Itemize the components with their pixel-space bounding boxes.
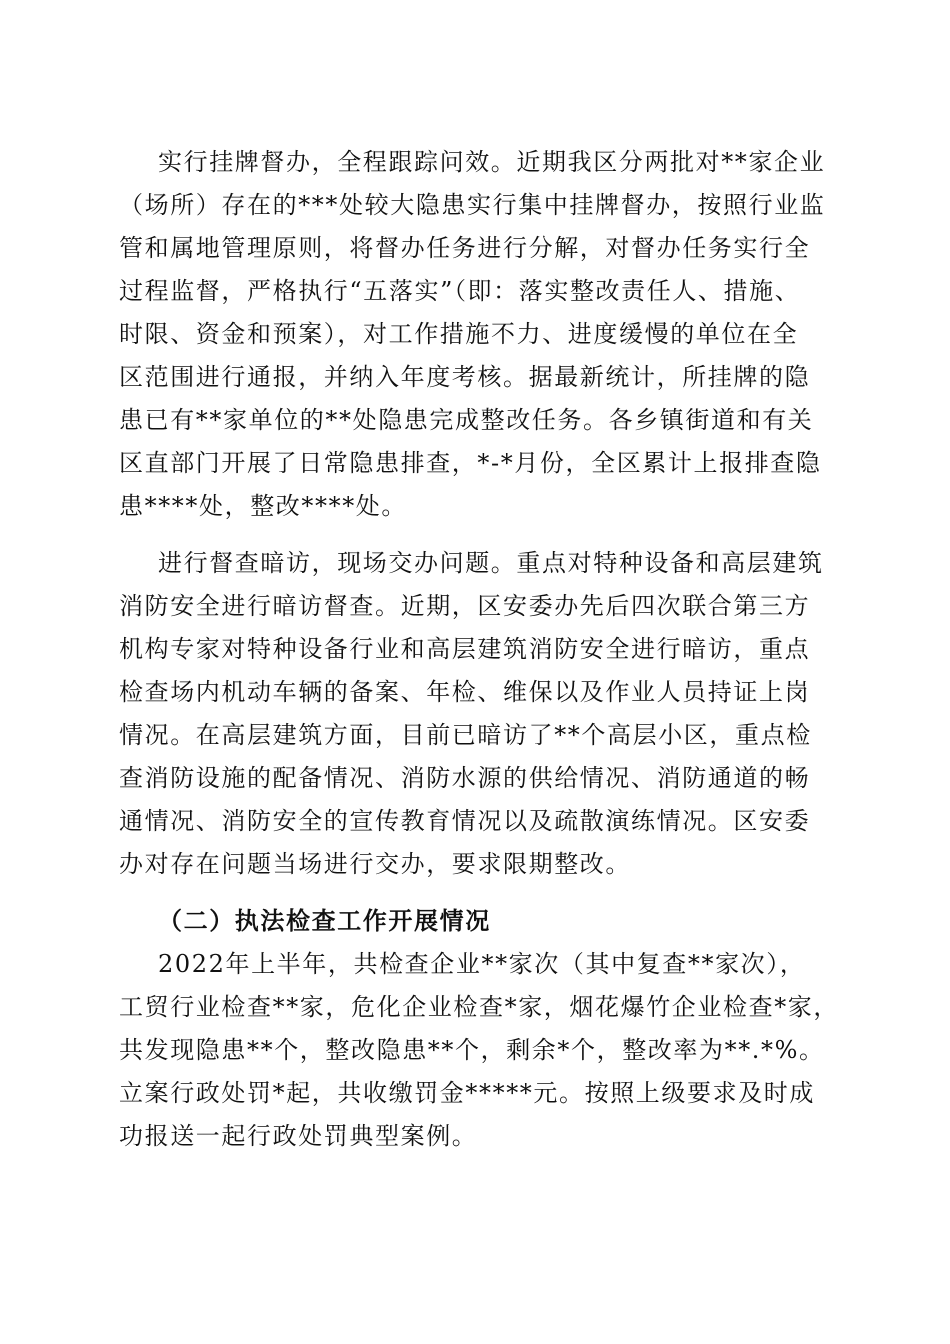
paragraph-1-line-2: （场所）存在的***处较大隐患实行集中挂牌督办，按照行业监 [119, 191, 826, 219]
paragraph-3-line-1: 2022年上半年，共检查企业**家次（其中复查**家次）， [158, 950, 806, 978]
paragraph-3-line-4: 立案行政处罚*起，共收缴罚金*****元。按照上级要求及时成 [119, 1079, 815, 1107]
paragraph-3-line-3: 共发现隐患**个，整改隐患**个，剩余*个，整改率为**.*%。 [119, 1036, 825, 1064]
paragraph-3-line-5: 功报送一起行政处罚典型案例。 [119, 1122, 478, 1150]
paragraph-2-line-8: 办对存在问题当场进行交办，要求限期整改。 [119, 850, 631, 878]
paragraph-2-line-2: 消防安全进行暗访督查。近期，区安委办先后四次联合第三方 [119, 592, 811, 620]
paragraph-1-line-8: 区直部门开展了日常隐患排查，*-*月份，全区累计上报排查隐 [119, 449, 822, 477]
paragraph-2-line-6: 查消防设施的配备情况、消防水源的供给情况、消防通道的畅 [119, 764, 811, 792]
paragraph-1-line-3: 管和属地管理原则，将督办任务进行分解，对督办任务实行全 [119, 234, 811, 262]
paragraph-1-line-1: 实行挂牌督办，全程跟踪问效。近期我区分两批对**家企业 [158, 148, 826, 176]
paragraph-1-line-4: 过程监督，严格执行“五落实”（即：落实整改责任人、措施、 [119, 277, 801, 305]
paragraph-1-line-5: 时限、资金和预案），对工作措施不力、进度缓慢的单位在全 [119, 320, 799, 348]
paragraph-3-line-2: 工贸行业检查**家，危化企业检查*家，烟花爆竹企业检查*家， [119, 993, 839, 1021]
paragraph-1-line-6: 区范围进行通报，并纳入年度考核。据最新统计，所挂牌的隐 [119, 363, 811, 391]
paragraph-2-line-5: 情况。在高层建筑方面，目前已暗访了**个高层小区，重点检 [119, 721, 812, 749]
paragraph-1-line-9: 患****处，整改****处。 [119, 492, 407, 520]
paragraph-1-line-7: 患已有**家单位的**处隐患完成整改任务。各乡镇街道和有关 [119, 406, 814, 434]
section-heading: （二）执法检查工作开展情况 [158, 906, 491, 935]
paragraph-2-line-3: 机构专家对特种设备行业和高层建筑消防安全进行暗访，重点 [119, 635, 811, 663]
paragraph-2-line-1: 进行督查暗访，现场交办问题。重点对特种设备和高层建筑 [158, 549, 824, 577]
paragraph-2-line-7: 通情况、消防安全的宣传教育情况以及疏散演练情况。区安委 [119, 807, 811, 835]
paragraph-2-line-4: 检查场内机动车辆的备案、年检、维保以及作业人员持证上岗 [119, 678, 811, 706]
